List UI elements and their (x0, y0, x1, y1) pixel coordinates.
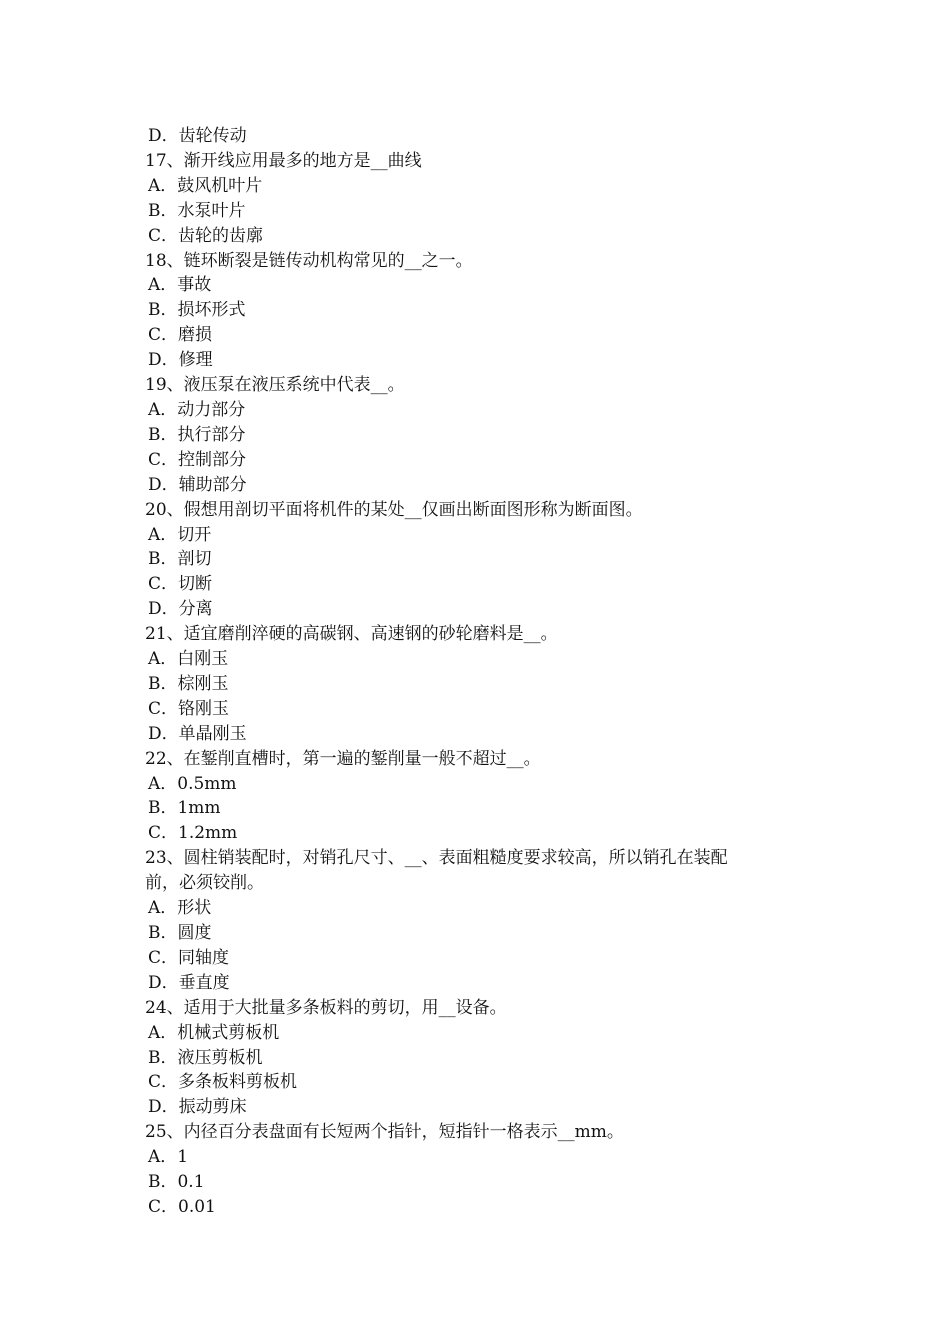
answer-option: D．振动剪床 (148, 1097, 247, 1118)
answer-option: C．磨损 (148, 325, 213, 346)
answer-option: C．齿轮的齿廓 (148, 225, 264, 246)
answer-option: A．事故 (148, 275, 212, 296)
answer-option: B．1mm (148, 798, 221, 819)
answer-option: D．垂直度 (148, 972, 230, 993)
answer-option: A．机械式剪板机 (148, 1022, 280, 1043)
question-text: 20、假想用剖切平面将机件的某处__仅画出断面图形称为断面图。 (145, 499, 643, 520)
answer-option: C．多条板料剪板机 (148, 1072, 298, 1093)
answer-option: A．鼓风机叶片 (148, 175, 263, 196)
question-text: 21、适宜磨削淬硬的高碳钢、高速钢的砂轮磨料是__。 (145, 624, 558, 645)
answer-option: A．0.5mm (148, 773, 237, 794)
answer-option: D．单晶刚玉 (148, 723, 247, 744)
question-text: 18、链环断裂是链传动机构常见的__之一。 (145, 250, 473, 271)
answer-option: B．0.1 (148, 1172, 205, 1193)
answer-option: A．切开 (148, 524, 212, 545)
answer-option: A．白刚玉 (148, 649, 229, 670)
answer-option: B．棕刚玉 (148, 673, 229, 694)
answer-option: B．液压剪板机 (148, 1047, 263, 1068)
answer-option: D．分离 (148, 599, 213, 620)
answer-option: B．圆度 (148, 923, 212, 943)
question-text: 19、液压泵在液压系统中代表__。 (145, 375, 405, 396)
answer-option: D．修理 (148, 350, 213, 371)
answer-option: D．辅助部分 (148, 474, 247, 495)
question-text: 17、渐开线应用最多的地方是__曲线 (145, 150, 422, 171)
document-body (145, 124, 820, 1220)
answer-option: B．水泵叶片 (148, 200, 246, 221)
answer-option: C．1.2mm (148, 823, 238, 844)
answer-option: D．齿轮传动 (148, 126, 247, 146)
answer-option: C．0.01 (148, 1196, 216, 1217)
answer-option: C．控制部分 (148, 449, 247, 470)
answer-option: A．形状 (148, 898, 212, 919)
answer-option: C．切断 (148, 574, 213, 595)
answer-option: B．执行部分 (148, 424, 246, 445)
answer-option: B．剖切 (148, 549, 212, 570)
answer-option: A．动力部分 (148, 399, 246, 420)
question-text: 22、在錾削直槽时，第一遍的錾削量一般不超过__。 (145, 748, 541, 769)
question-text: 23、圆柱销装配时，对销孔尺寸、__、表面粗糙度要求较高，所以销孔在装配 (145, 848, 728, 869)
answer-option: B．损坏形式 (148, 300, 246, 321)
answer-option: C．铬刚玉 (148, 698, 230, 719)
question-text: 前，必须铰削。 (145, 873, 264, 894)
answer-option: A．1 (148, 1147, 189, 1168)
answer-option: C．同轴度 (148, 947, 230, 968)
question-text: 24、适用于大批量多条板料的剪切，用__设备。 (145, 997, 507, 1018)
question-text: 25、内径百分表盘面有长短两个指针，短指针一格表示__mm。 (145, 1122, 624, 1143)
